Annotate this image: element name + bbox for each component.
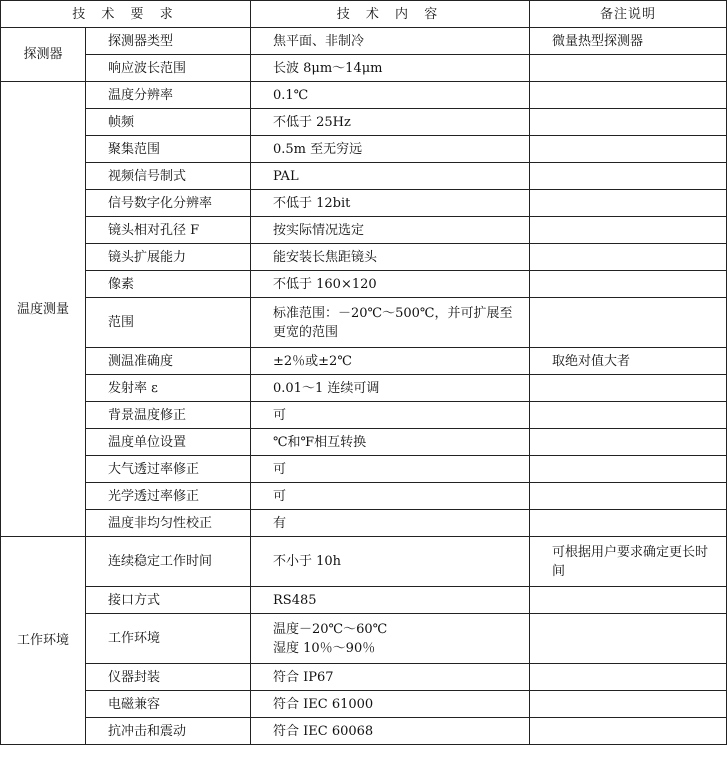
req-cell: 仪器封装 — [86, 664, 251, 691]
req-cell: 工作环境 — [86, 614, 251, 664]
req-cell: 帧频 — [86, 109, 251, 136]
note-cell — [530, 375, 727, 402]
table-row — [1, 456, 727, 483]
note-cell — [530, 614, 727, 664]
content-cell: 符合 IEC 60068 — [251, 718, 530, 745]
content-cell: 不低于 160×120 — [251, 271, 530, 298]
table-row — [1, 348, 727, 375]
content-cell: 可 — [251, 456, 530, 483]
content-cell: 焦平面、非制冷 — [251, 28, 530, 55]
note-cell — [530, 109, 727, 136]
content-cell: 有 — [251, 510, 530, 537]
content-cell: 可 — [251, 402, 530, 429]
table-row — [1, 217, 727, 244]
note-cell — [530, 691, 727, 718]
header-content: 技 术 内 容 — [251, 1, 530, 28]
req-cell: 温度单位设置 — [86, 429, 251, 456]
table-row — [1, 429, 727, 456]
content-cell: 符合 IP67 — [251, 664, 530, 691]
table-row — [1, 375, 727, 402]
table-row — [1, 163, 727, 190]
table-row — [1, 28, 727, 55]
req-cell: 视频信号制式 — [86, 163, 251, 190]
content-line: 湿度 10％～90％ — [273, 640, 376, 656]
req-cell: 抗冲击和震动 — [86, 718, 251, 745]
note-cell: 取绝对值大者 — [530, 348, 727, 375]
content-cell: 按实际情况选定 — [251, 217, 530, 244]
req-cell: 电磁兼容 — [86, 691, 251, 718]
content-cell: ±2％或±2℃ — [251, 348, 530, 375]
note-cell — [530, 456, 727, 483]
note-cell — [530, 587, 727, 614]
note-cell — [530, 244, 727, 271]
content-cell: 能安装长焦距镜头 — [251, 244, 530, 271]
content-cell: 标准范围：－20℃～500℃，并可扩展至更宽的范围 — [251, 298, 530, 348]
req-cell: 聚集范围 — [86, 136, 251, 163]
table-row — [1, 587, 727, 614]
content-cell: 0.01～1 连续可调 — [251, 375, 530, 402]
table-row — [1, 136, 727, 163]
table-row — [1, 82, 727, 109]
table-row — [1, 402, 727, 429]
table-row — [1, 55, 727, 82]
table-row — [1, 510, 727, 537]
req-cell: 测温准确度 — [86, 348, 251, 375]
req-cell: 连续稳定工作时间 — [86, 537, 251, 587]
note-cell — [530, 271, 727, 298]
table-row — [1, 537, 727, 587]
header-req: 技 术 要 求 — [1, 1, 251, 28]
content-cell: 不小于 10h — [251, 537, 530, 587]
content-cell: 0.5m 至无穷远 — [251, 136, 530, 163]
table-row — [1, 614, 727, 664]
req-cell: 温度非均匀性校正 — [86, 510, 251, 537]
note-cell — [530, 429, 727, 456]
content-cell: 不低于 25Hz — [251, 109, 530, 136]
table-row — [1, 271, 727, 298]
note-cell — [530, 483, 727, 510]
note-cell — [530, 82, 727, 109]
note-cell — [530, 298, 727, 348]
req-cell: 镜头相对孔径 F — [86, 217, 251, 244]
req-cell: 像素 — [86, 271, 251, 298]
note-cell — [530, 217, 727, 244]
header-row — [1, 1, 727, 28]
content-cell: PAL — [251, 163, 530, 190]
content-cell: 不低于 12bit — [251, 190, 530, 217]
req-cell: 温度分辨率 — [86, 82, 251, 109]
note-cell — [530, 718, 727, 745]
req-cell: 信号数字化分辨率 — [86, 190, 251, 217]
note-cell — [530, 402, 727, 429]
note-cell — [530, 510, 727, 537]
content-cell: RS485 — [251, 587, 530, 614]
group-environment: 工作环境 — [1, 537, 86, 745]
header-note: 备注说明 — [530, 1, 727, 28]
req-cell: 响应波长范围 — [86, 55, 251, 82]
content-cell: ℃和℉相互转换 — [251, 429, 530, 456]
content-cell — [251, 614, 530, 664]
table-row — [1, 664, 727, 691]
content-cell: 符合 IEC 61000 — [251, 691, 530, 718]
content-cell: 可 — [251, 483, 530, 510]
req-cell: 发射率 ε — [86, 375, 251, 402]
table-row — [1, 718, 727, 745]
table-row — [1, 298, 727, 348]
req-cell: 范围 — [86, 298, 251, 348]
group-detector: 探测器 — [1, 28, 86, 82]
note-cell: 微量热型探测器 — [530, 28, 727, 55]
req-cell: 探测器类型 — [86, 28, 251, 55]
note-cell — [530, 664, 727, 691]
group-temperature: 温度测量 — [1, 82, 86, 537]
note-cell — [530, 136, 727, 163]
table-row — [1, 483, 727, 510]
table-row — [1, 109, 727, 136]
req-cell: 背景温度修正 — [86, 402, 251, 429]
content-cell: 长波 8μm～14μm — [251, 55, 530, 82]
note-cell — [530, 190, 727, 217]
table-row — [1, 691, 727, 718]
table-row — [1, 190, 727, 217]
note-cell — [530, 163, 727, 190]
req-cell: 光学透过率修正 — [86, 483, 251, 510]
note-cell: 可根据用户要求确定更长时间 — [530, 537, 727, 587]
content-line: 温度－20℃～60℃ — [273, 621, 388, 637]
table-row — [1, 244, 727, 271]
req-cell: 镜头扩展能力 — [86, 244, 251, 271]
req-cell: 大气透过率修正 — [86, 456, 251, 483]
req-cell: 接口方式 — [86, 587, 251, 614]
content-cell: 0.1℃ — [251, 82, 530, 109]
note-cell — [530, 55, 727, 82]
